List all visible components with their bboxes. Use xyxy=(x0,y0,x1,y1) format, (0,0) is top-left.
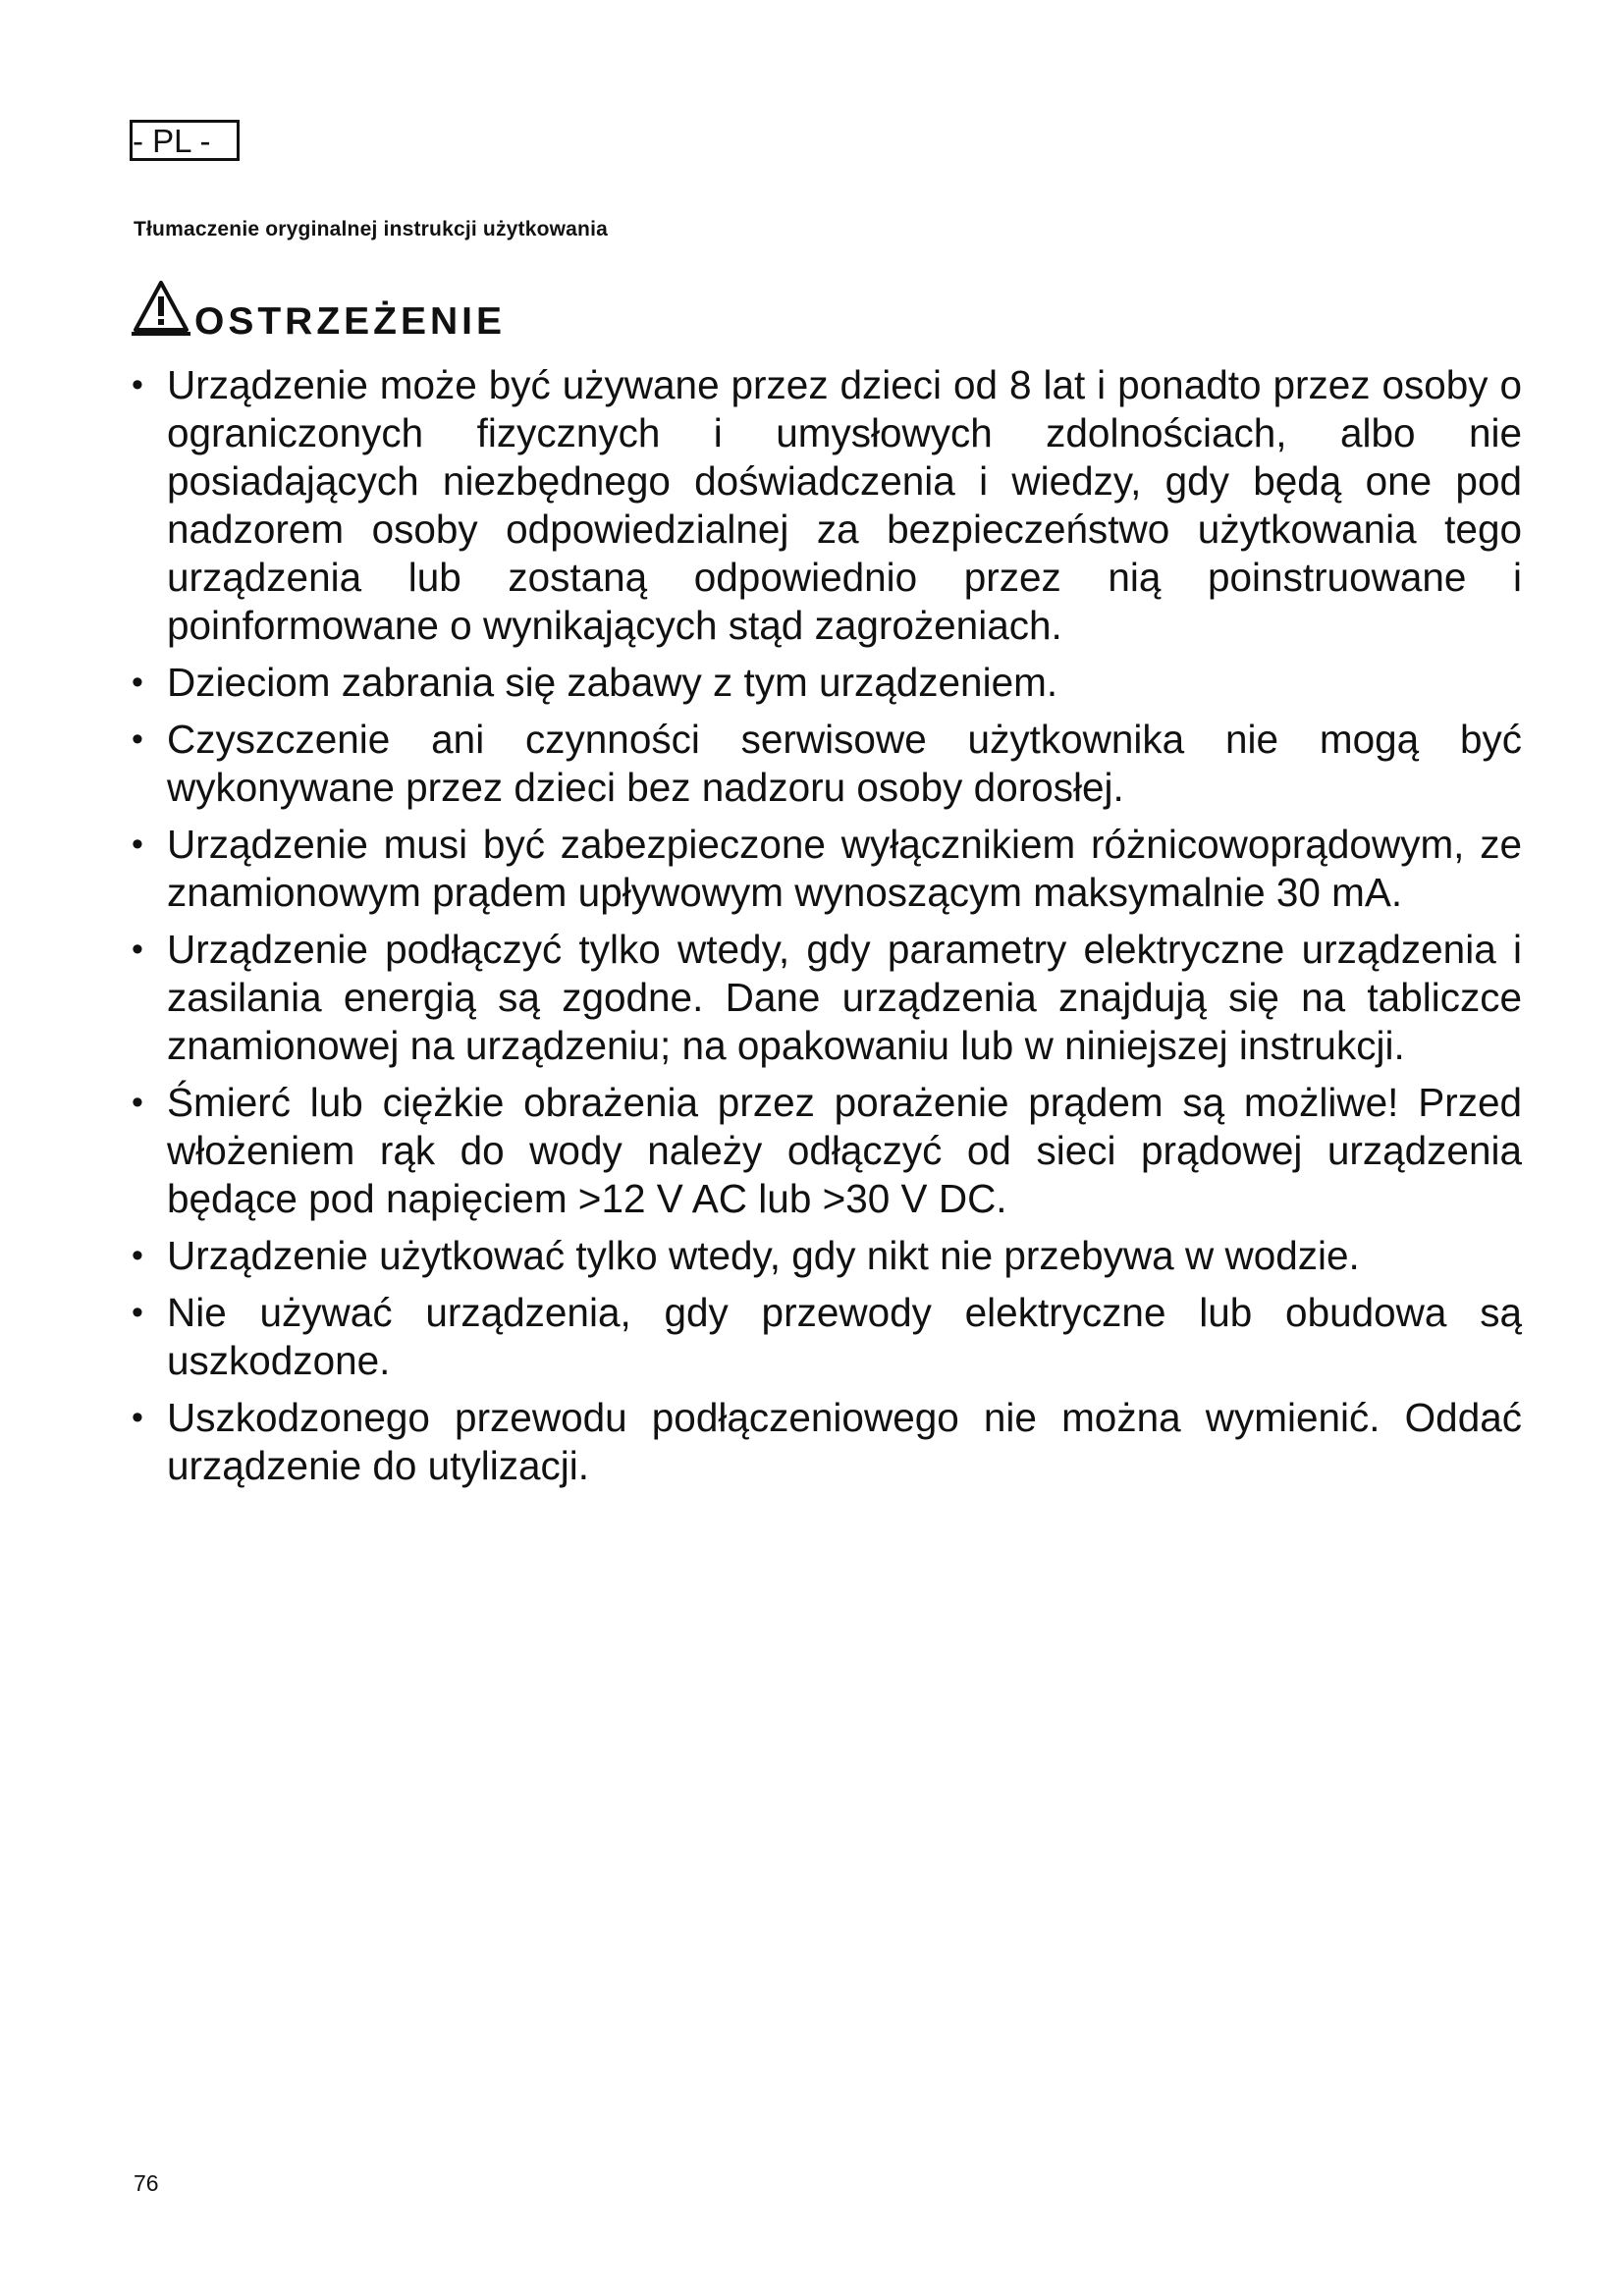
bullet-icon: • xyxy=(132,1084,143,1121)
warning-item xyxy=(128,926,1522,1070)
warning-item-text: Urządzenie użytkować tylko wtedy, gdy nikt nie przebywa w wodzie. xyxy=(167,1233,1360,1278)
bullet-icon: • xyxy=(132,1294,143,1331)
warning-item-text: Śmierć lub ciężkie obrażenia przez porażenie prądem są możliwe! Przed włożeniem rąk do wody należy odłączyć od sieci prądowej urządzenia będące pod napięciem >12 V AC lub >30 V DC. xyxy=(167,1080,1522,1221)
warning-item-text: Dzieciom zabrania się zabawy z tym urządzeniem. xyxy=(167,660,1058,705)
warning-item-text: Nie używać urządzenia, gdy przewody elektryczne lub obudowa są uszkodzone. xyxy=(167,1290,1522,1383)
warning-item-text: Urządzenie musi być zabezpieczone wyłącznikiem różnicowoprądowym, ze znamionowym prądem upływowym wynoszącym maksymalnie 30 mA. xyxy=(167,822,1522,915)
page-number: 76 xyxy=(134,2170,159,2196)
warning-item xyxy=(128,361,1522,650)
warning-item-text: Uszkodzonego przewodu podłączeniowego nie można wymienić. Oddać urządzenie do utylizacji. xyxy=(167,1395,1522,1488)
bullet-icon: • xyxy=(132,721,143,758)
bullet-icon: • xyxy=(132,1237,143,1274)
warning-item xyxy=(128,659,1522,707)
warning-item-text: Urządzenie może być używane przez dzieci od 8 lat i ponadto przez osoby o ograniczonych fizycznych i umysłowych zdolnościach, albo nie posiadających niezbędnego doświadczenia i wiedzy, gdy będą one pod nadzorem osoby odpowiedzialnej za bezpieczeństwo użytkowania tego urządzenia lub zostaną odpowiednio przez nią poinstruowane i poinformowane o wynikających stąd zagrożeniach. xyxy=(167,362,1522,648)
bullet-icon: • xyxy=(132,366,143,403)
warning-triangle-icon xyxy=(132,279,190,336)
warning-item xyxy=(128,716,1522,812)
bullet-icon: • xyxy=(132,931,143,968)
warning-item-text: Czyszczenie ani czynności serwisowe użytkownika nie mogą być wykonywane przez dzieci bez nadzoru osoby dorosłej. xyxy=(167,717,1522,810)
language-tag: - PL - xyxy=(130,120,240,161)
bullet-icon: • xyxy=(132,826,143,863)
warning-item xyxy=(128,1079,1522,1223)
warning-item xyxy=(128,1232,1522,1280)
warning-item xyxy=(128,1289,1522,1385)
warning-title: OSTRZEŻENIE xyxy=(194,300,507,343)
bullet-icon: • xyxy=(132,1399,143,1436)
warning-item xyxy=(128,1394,1522,1490)
bullet-icon: • xyxy=(132,664,143,701)
warning-item-text: Urządzenie podłączyć tylko wtedy, gdy parametry elektryczne urządzenia i zasilania energią są zgodne. Dane urządzenia znajdują się na tabliczce znamionowej na urządzeniu; na opakowaniu lub w niniejszej instrukcji. xyxy=(167,927,1522,1068)
warning-list xyxy=(128,361,1522,1499)
warning-heading xyxy=(132,279,507,343)
warning-item xyxy=(128,821,1522,917)
document-subtitle: Tłumaczenie oryginalnej instrukcji użytkowania xyxy=(134,218,608,240)
